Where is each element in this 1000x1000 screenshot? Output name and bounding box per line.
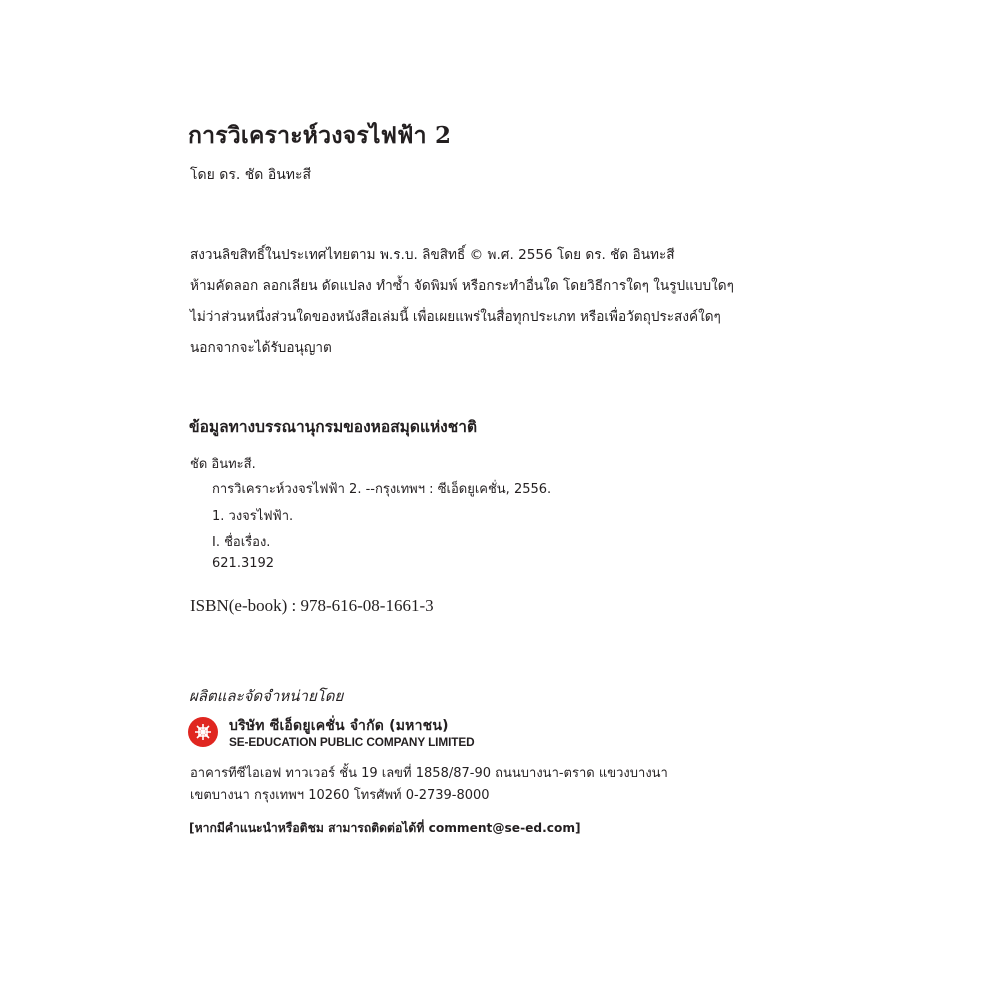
company-name-english: SE-EDUCATION PUBLIC COMPANY LIMITED: [229, 735, 475, 749]
isbn: ISBN(e-book) : 978-616-08-1661-3: [190, 596, 434, 615]
cip-classification: 621.3192: [212, 556, 275, 571]
cip-author: ชัด อินทะสี.: [190, 457, 256, 472]
address-line: เขตบางนา กรุงเทพฯ 10260 โทรศัพท์ 0-2739-8000: [190, 788, 490, 803]
book-title: การวิเคราะห์วงจรไฟฟ้า 2: [188, 122, 452, 149]
cip-heading: ข้อมูลทางบรรณานุกรมของหอสมุดแห่งชาติ: [189, 417, 478, 436]
book-author: โดย ดร. ชัด อินทะสี: [190, 167, 312, 183]
contact-note: [หากมีคำแนะนำหรือติชม สามารถติดต่อได้ที่ comment@se-ed.com]: [189, 821, 581, 835]
cip-title-entry: การวิเคราะห์วงจรไฟฟ้า 2. --กรุงเทพฯ : ซีเอ็ดยูเคชั่น, 2556.: [212, 482, 552, 497]
cip-title-heading: I. ชื่อเรื่อง.: [212, 535, 271, 550]
company-name-thai: บริษัท ซีเอ็ดยูเคชั่น จำกัด (มหาชน): [229, 718, 449, 734]
cip-subject: 1. วงจรไฟฟ้า.: [212, 509, 294, 524]
copyright-line: ไม่ว่าส่วนหนึ่งส่วนใดของหนังสือเล่มนี้ เพื่อเผยแพร่ในสื่อทุกประเภท หรือเพื่อวัตถุประสงค์ใดๆ: [190, 309, 721, 325]
copyright-line: นอกจากจะได้รับอนุญาต: [190, 340, 332, 356]
se-ed-logo-icon: [188, 717, 218, 747]
address-line: อาคารทีซีไอเอฟ ทาวเวอร์ ชั้น 19 เลขที่ 1858/87-90 ถนนบางนา-ตราด แขวงบางนา: [190, 766, 668, 781]
copyright-line: สงวนลิขสิทธิ์ในประเทศไทยตาม พ.ร.บ. ลิขสิทธิ์ © พ.ศ. 2556 โดย ดร. ชัด อินทะสี: [190, 247, 675, 263]
producer-label: ผลิตและจัดจำหน่ายโดย: [189, 687, 344, 705]
copyright-line: ห้ามคัดลอก ลอกเลียน ดัดแปลง ทำซ้ำ จัดพิมพ์ หรือกระทำอื่นใด โดยวิธีการใดๆ ในรูปแบบใดๆ: [190, 278, 734, 294]
